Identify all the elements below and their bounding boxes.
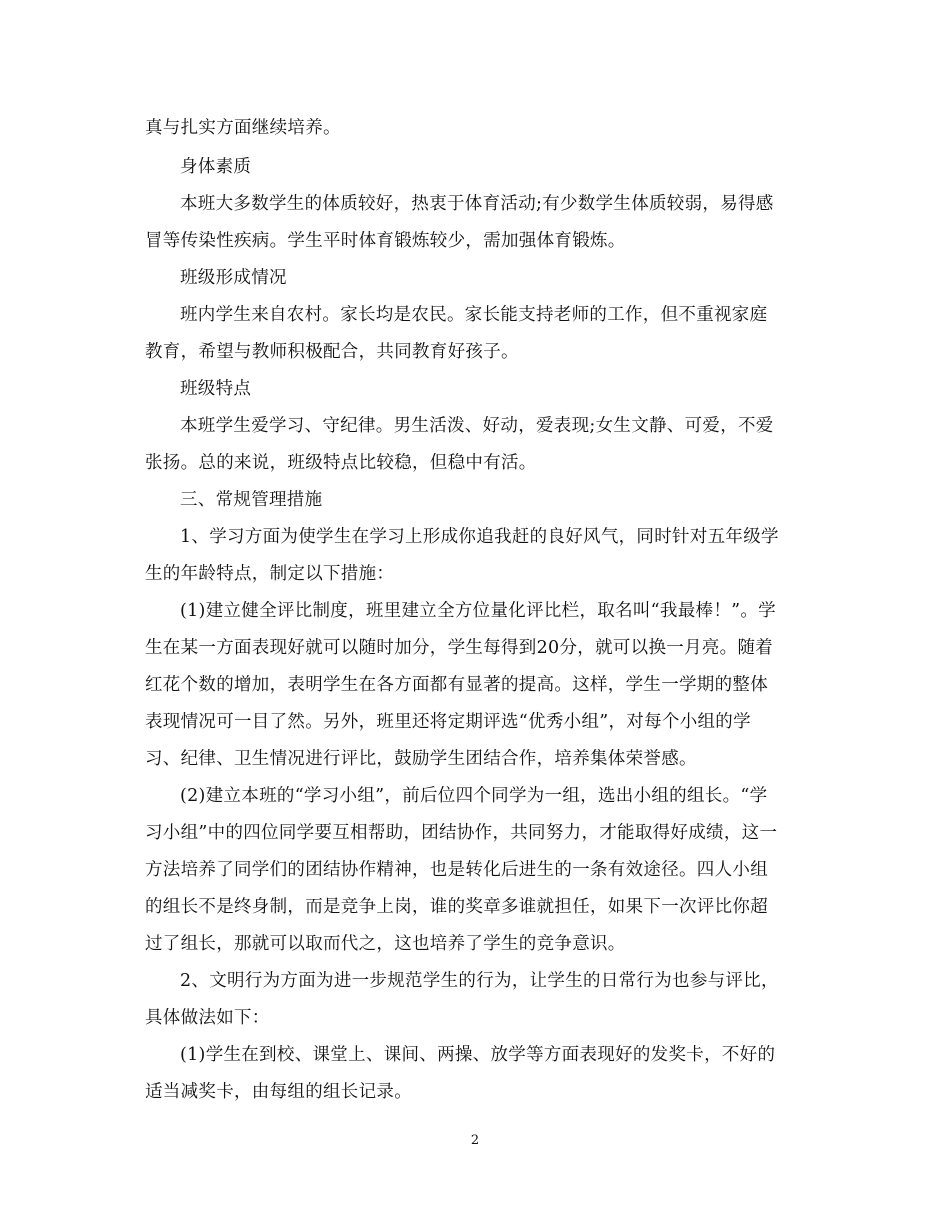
text-line: 表现情况可一目了然。另外，班里还将定期评选“优秀小组”，对每个小组的学 [145,712,751,732]
text-line: 过了组长，那就可以取而代之，这也培养了学生的竞争意识。 [145,934,626,954]
text-line: 习、纪律、卫生情况进行评比，鼓励学生团结合作，培养集体荣誉感。 [145,749,697,769]
text-line: (2)建立本班的“学习小组”，前后位四个同学为一组，选出小组的组长。“学 [180,786,768,806]
text-line: 生的年龄特点，制定以下措施： [145,564,395,584]
text-line: 适当减奖卡，由每组的组长记录。 [145,1082,412,1102]
text-line: 真与扎实方面继续培养。 [145,118,341,138]
page-number: 2 [470,1133,480,1148]
text-line: 红花个数的增加，表明学生在各方面都有显著的提高。这样，学生一学期的整体 [145,675,768,695]
text-line: 生在某一方面表现好就可以随时加分，学生每得到20分，就可以换一月亮。随着 [145,638,774,658]
section-heading-physical: 身体素质 [180,157,252,177]
text-line: 本班大多数学生的体质较好，热衷于体育活动;有少数学生体质较弱，易得感 [180,194,774,214]
text-line: 1、学习方面为使学生在学习上形成你追我赶的良好风气，同时针对五年级学 [180,527,779,547]
text-line: 班内学生来自农村。家长均是农民。家长能支持老师的工作，但不重视家庭 [180,305,768,325]
text-line: 的组长不是终身制，而是竞争上岗，谁的奖章多谁就担任，如果下一次评比你超 [145,897,768,917]
text-line: 方法培养了同学们的团结协作精神，也是转化后进生的一条有效途径。四人小组 [145,860,768,880]
text-line: (1)建立健全评比制度，班里建立全方位量化评比栏，取名叫“我最棒！”。学 [180,601,776,621]
text-line: 2、文明行为方面为进一步规范学生的行为，让学生的日常行为也参与评比， [180,971,779,991]
text-line: 张扬。总的来说，班级特点比较稳，但稳中有活。 [145,453,537,473]
text-line: 教育，希望与教师积极配合，共同教育好孩子。 [145,342,519,362]
text-line: 习小组”中的四位同学要互相帮助，团结协作，共同努力，才能取得好成绩，这一 [145,823,778,843]
text-line: 本班学生爱学习、守纪律。男生活泼、好动，爱表现;女生文静、可爱，不爱 [180,416,774,436]
text-line: (1)学生在到校、课堂上、课间、两操、放学等方面表现好的发奖卡，不好的 [180,1045,776,1065]
text-line: 冒等传染性疾病。学生平时体育锻炼较少，需加强体育锻炼。 [145,231,626,251]
section-heading-class-features: 班级特点 [180,379,252,399]
text-line: 具体做法如下： [145,1008,270,1028]
section-heading-class-formation: 班级形成情况 [180,268,287,288]
section-heading-management: 三、常规管理措施 [180,490,323,510]
